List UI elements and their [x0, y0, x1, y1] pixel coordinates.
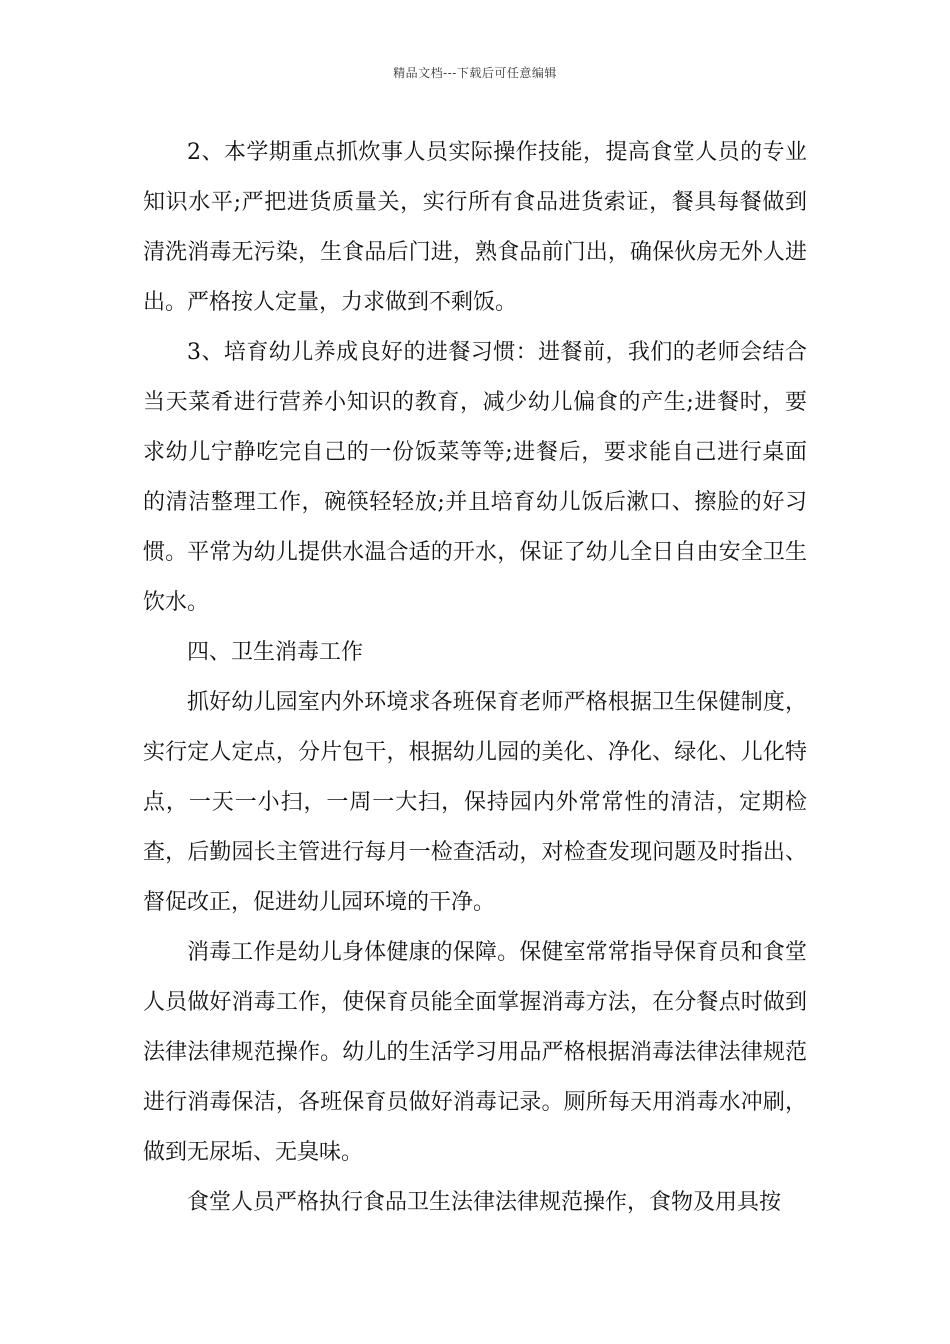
paragraph-canteen-staff: 食堂人员严格执行食品卫生法律法律规范操作，食物及用具按	[187, 1190, 782, 1215]
paragraph-eating-habits: 3、培育幼儿养成良好的进餐习惯：进餐前，我们的老师会结合当天菜肴进行营养小知识的教育，减少幼儿偏食的产生;进餐时，要求幼儿宁静吃完自己的一份饭菜等等;进餐后，要求能自己进行桌面的清洁整理工作，碗筷轻轻放;并且培育幼儿饭后漱口、擦脸的好习惯。平常为幼儿提供水温合适的开水，保证了幼儿全日自由安全卫生饮水。	[143, 340, 807, 615]
document-body	[143, 128, 807, 1228]
paragraph-environment: 抓好幼儿园室内外环境求各班保育老师严格根据卫生保健制度，实行定人定点，分片包干，根据幼儿园的美化、净化、绿化、儿化特点，一天一小扫，一周一大扫，保持园内外常常性的清洁，定期检查，后勤园长主管进行每月一检查活动，对检查发现问题及时指出、督促改正，促进幼儿园环境的干净。	[143, 690, 807, 915]
paragraph-kitchen-skills: 2、本学期重点抓炊事人员实际操作技能，提高食堂人员的专业知识水平;严把进货质量关，实行所有食品进货索证，餐具每餐做到清洗消毒无污染，生食品后门进，熟食品前门出，确保伙房无外人进出。严格按人定量，力求做到不剩饭。	[143, 140, 807, 315]
page-header: 精品文档---下载后可任意编辑	[393, 66, 557, 80]
paragraph-disinfection: 消毒工作是幼儿身体健康的保障。保健室常常指导保育员和食堂人员做好消毒工作，使保育员能全面掌握消毒方法，在分餐点时做到法律法律规范操作。幼儿的生活学习用品严格根据消毒法律法律规范进行消毒保洁，各班保育员做好消毒记录。厕所每天用消毒水冲刷，做到无尿垢、无臭味。	[143, 940, 807, 1165]
section-heading-disinfection: 四、卫生消毒工作	[187, 640, 364, 665]
